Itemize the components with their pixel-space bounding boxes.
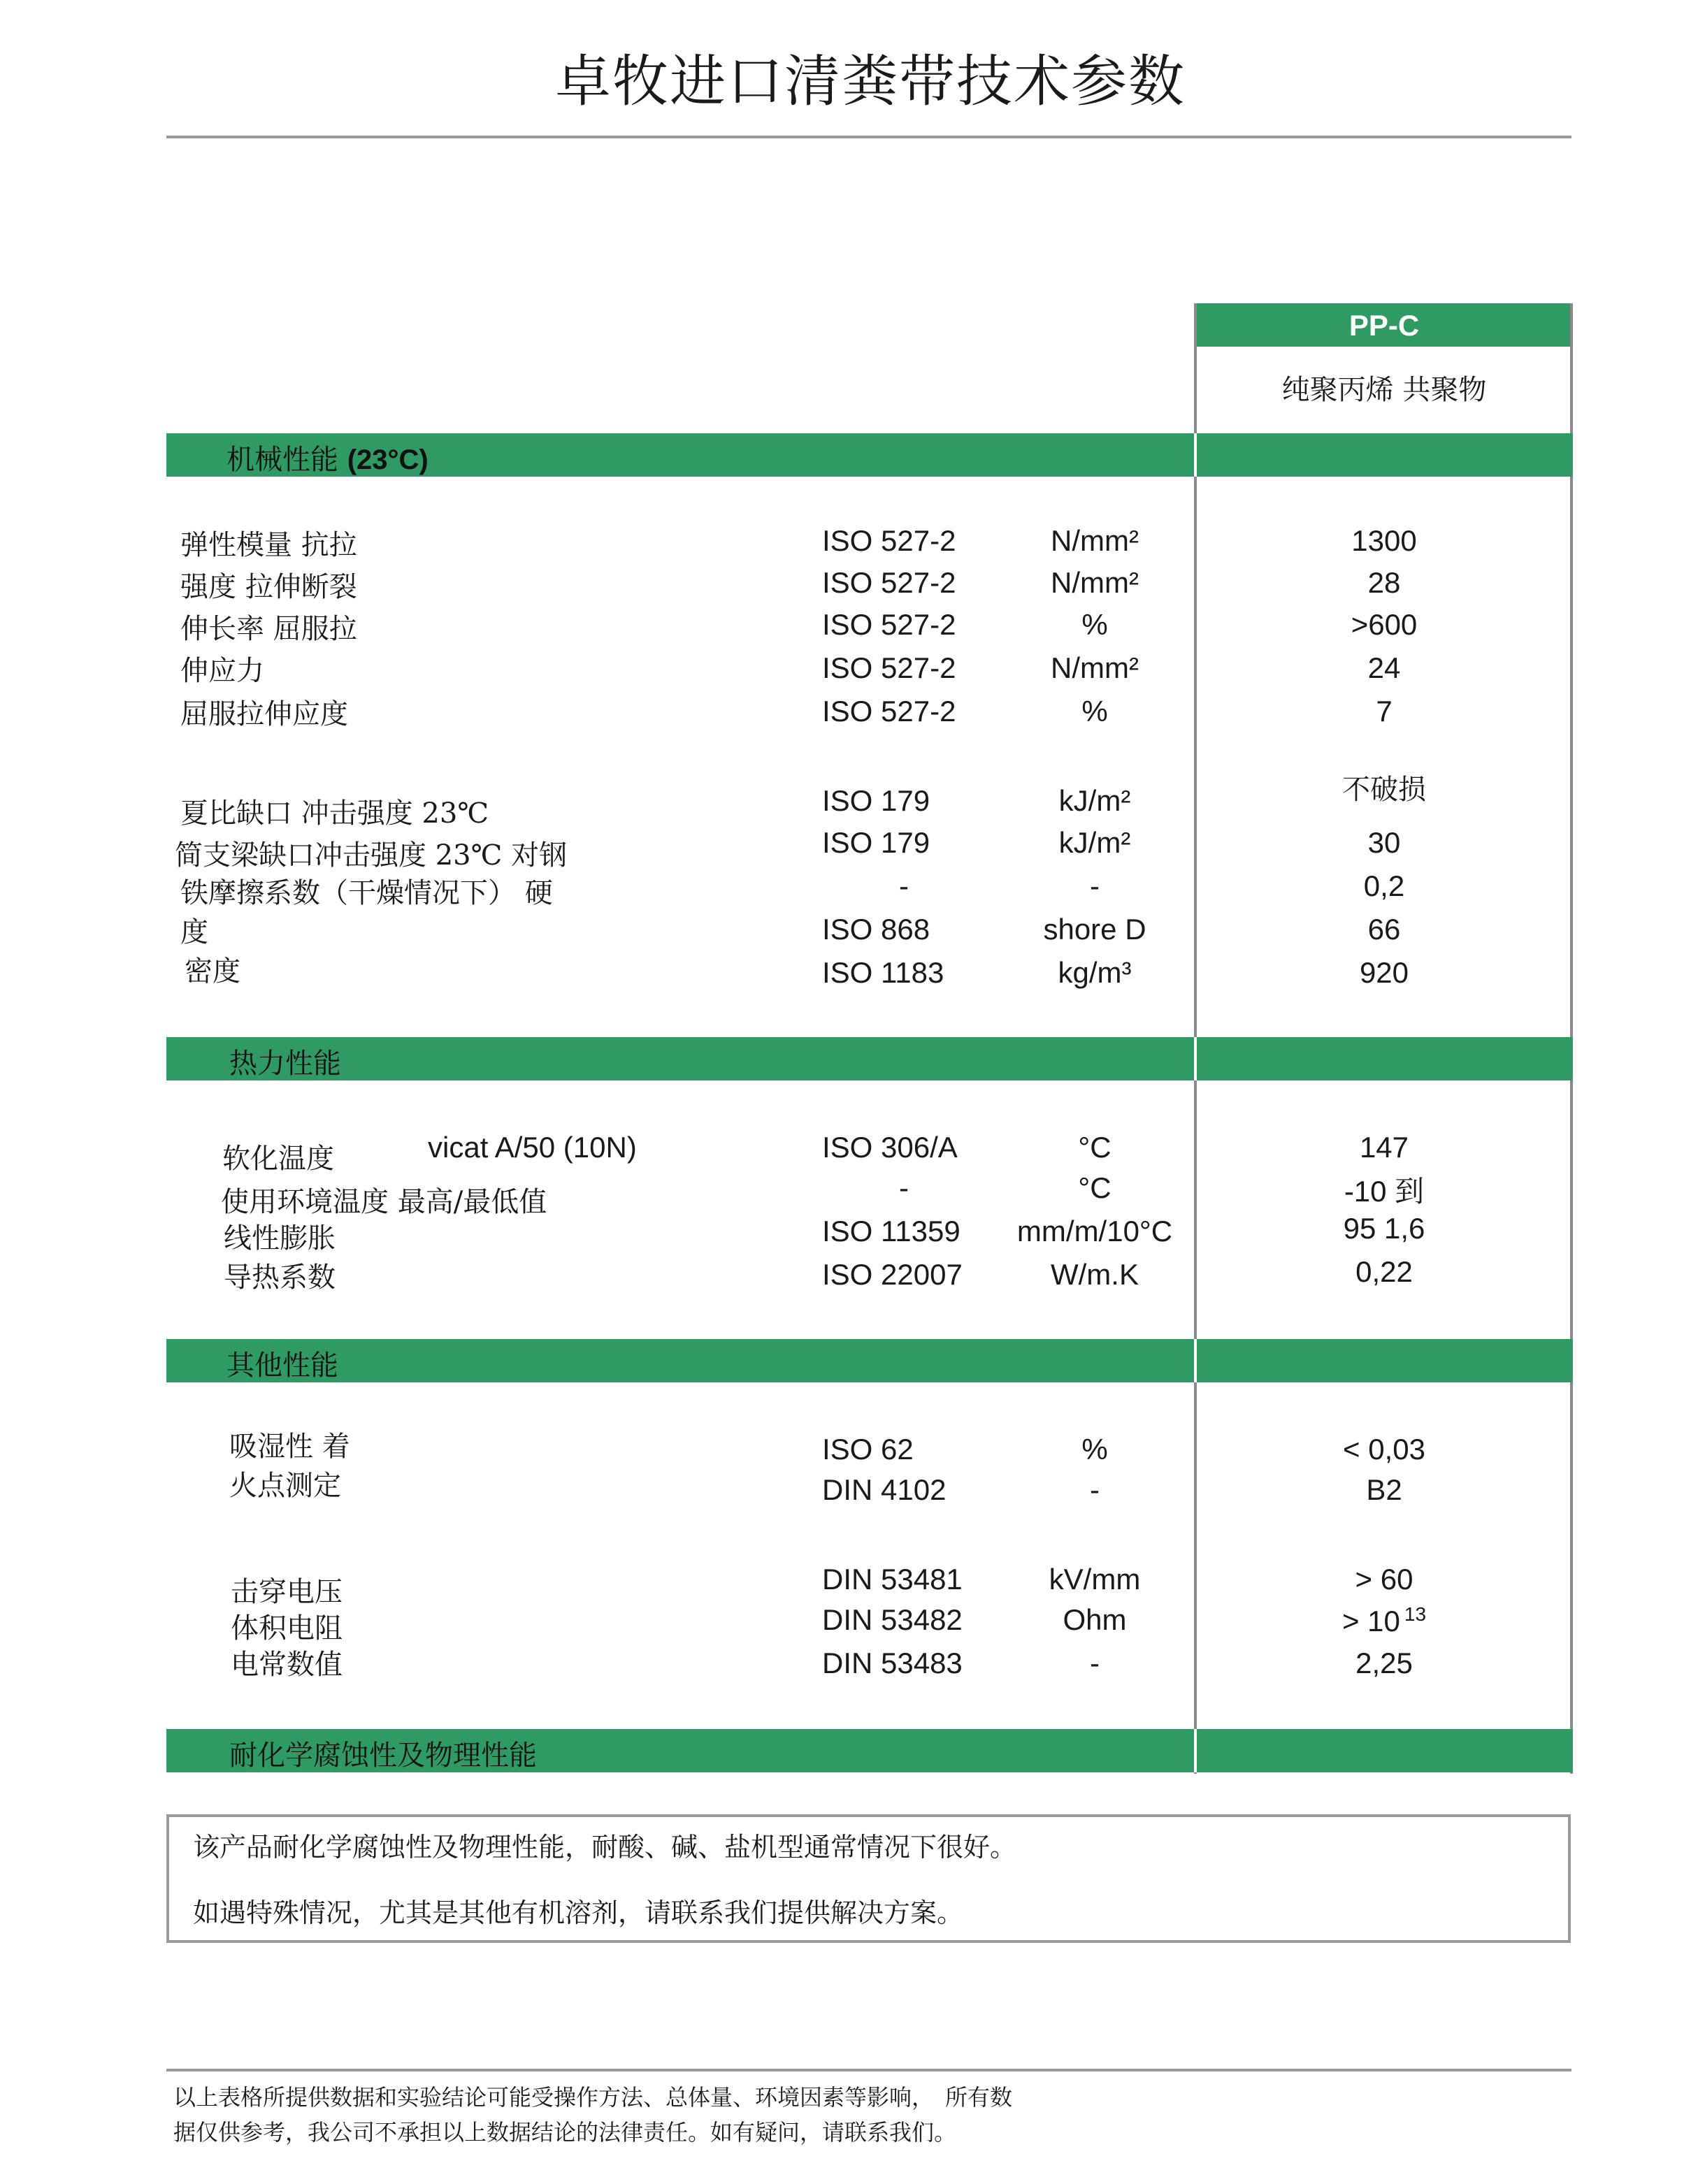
- section-heading-thermal: 热力性能: [229, 1048, 341, 1080]
- unit-cell: kJ/m²: [1058, 784, 1131, 817]
- unit-cell: kV/mm: [1049, 1563, 1141, 1596]
- standard-cell: ISO 527-2: [822, 608, 956, 641]
- standard-cell: ISO 179: [822, 826, 930, 859]
- value-cell: > 60: [1355, 1563, 1413, 1596]
- standard-cell: ISO 62: [822, 1433, 914, 1466]
- value-text: > 10: [1341, 1605, 1400, 1637]
- property-label: 铁摩擦系数（干燥情况下） 硬: [180, 877, 553, 909]
- value-cell: 28: [1367, 566, 1401, 599]
- unit-cell: %: [1081, 1433, 1108, 1466]
- unit-cell: %: [1081, 695, 1108, 728]
- property-label: 电常数值: [231, 1649, 343, 1681]
- value-cell: < 0,03: [1343, 1433, 1425, 1466]
- standard-cell: ISO 527-2: [822, 695, 956, 728]
- property-label: 体积电阻: [231, 1612, 343, 1644]
- value-cell: 30: [1367, 826, 1401, 859]
- title-divider: [166, 136, 1571, 138]
- standard-cell: ISO 1183: [822, 956, 944, 989]
- standard-cell: ISO 11359: [822, 1215, 961, 1248]
- section-bar-thermal: [166, 1037, 1573, 1080]
- standard-cell: ISO 527-2: [822, 524, 956, 557]
- standard-cell: ISO 868: [822, 913, 930, 946]
- section-heading-mechanical: [226, 437, 429, 477]
- unit-cell: -: [1090, 1473, 1100, 1506]
- standard-cell: -: [899, 869, 909, 902]
- unit-cell: shore D: [1043, 913, 1146, 946]
- value-cell: 66: [1367, 913, 1401, 946]
- bar-separator: [1194, 1339, 1197, 1382]
- value-cell: 7: [1376, 695, 1393, 728]
- unit-cell: kg/m³: [1058, 956, 1132, 989]
- standard-cell: ISO 179: [822, 784, 930, 817]
- page-title: 卓牧进口清粪带技术参数: [555, 49, 1186, 114]
- value-cell: 1300: [1351, 524, 1417, 557]
- property-label: 火点测定: [229, 1470, 341, 1502]
- property-label: 弹性模量 抗拉: [180, 529, 357, 561]
- property-label: 强度 拉伸断裂: [180, 571, 357, 603]
- unit-cell: W/m.K: [1051, 1258, 1139, 1291]
- value-cell: -10 到: [1344, 1175, 1425, 1208]
- property-label: 击穿电压: [231, 1576, 343, 1608]
- property-label: 伸长率 屈服拉: [180, 613, 357, 645]
- bar-separator: [1194, 1037, 1197, 1080]
- note-line: 如遇特殊情况，尤其是其他有机溶剂，请联系我们提供解决方案。: [193, 1897, 964, 1928]
- section-heading-suffix: (23°C): [347, 444, 429, 475]
- standard-cell: ISO 22007: [822, 1258, 963, 1291]
- unit-cell: -: [1090, 1647, 1100, 1679]
- section-heading-other: 其他性能: [226, 1350, 338, 1382]
- value-cell: >600: [1351, 608, 1418, 641]
- property-label: 线性膨胀: [224, 1222, 336, 1254]
- unit-cell: N/mm²: [1051, 524, 1139, 557]
- unit-cell: °C: [1078, 1171, 1112, 1204]
- standard-cell: DIN 4102: [822, 1473, 947, 1506]
- bar-separator: [1194, 433, 1197, 477]
- value-cell: [1244, 1603, 1524, 1638]
- property-label: 使用环境温度 最高/最低值: [221, 1186, 547, 1218]
- unit-cell: N/mm²: [1051, 566, 1139, 599]
- section-bar-other: [166, 1339, 1573, 1382]
- unit-cell: -: [1090, 869, 1100, 902]
- unit-cell: kJ/m²: [1058, 826, 1131, 859]
- value-cell: 95 1,6: [1343, 1212, 1425, 1245]
- unit-cell: mm/m/10°C: [1016, 1215, 1173, 1248]
- section-heading-text: 机械性能: [226, 444, 338, 476]
- standard-cell: ISO 306/A: [822, 1131, 958, 1164]
- footer-line: 以上表格所提供数据和实验结论可能受操作方法、总体量、环境因素等影响， 所有数: [173, 2084, 1013, 2111]
- value-cell: 不破损: [1342, 774, 1426, 806]
- standard-cell: ISO 527-2: [822, 566, 956, 599]
- property-label: 软化温度: [222, 1143, 334, 1175]
- bar-separator: [1194, 1729, 1197, 1772]
- value-cell: 0,2: [1363, 869, 1405, 902]
- value-cell: 0,22: [1355, 1255, 1413, 1288]
- property-sublabel: vicat A/50 (10N): [428, 1131, 637, 1164]
- product-code: PP-C: [1348, 309, 1420, 342]
- section-heading-chemical: 耐化学腐蚀性及物理性能: [229, 1740, 537, 1772]
- property-label: 度: [180, 916, 208, 948]
- standard-cell: -: [899, 1171, 909, 1204]
- value-cell: 24: [1367, 651, 1401, 684]
- value-cell: 147: [1359, 1131, 1409, 1164]
- property-label: 吸湿性 着: [229, 1431, 350, 1463]
- value-cell: B2: [1366, 1473, 1402, 1506]
- note-line: 该产品耐化学腐蚀性及物理性能，耐酸、碱、盐机型通常情况下很好。: [193, 1832, 1017, 1863]
- value-cell: 2,25: [1355, 1647, 1413, 1679]
- value-exponent: 13: [1404, 1603, 1427, 1625]
- unit-cell: N/mm²: [1051, 651, 1139, 684]
- property-label: 夏比缺口 冲击强度 23℃: [180, 797, 489, 830]
- standard-cell: DIN 53481: [822, 1563, 963, 1596]
- standard-cell: ISO 527-2: [822, 651, 956, 684]
- product-description: 纯聚丙烯 共聚物: [1281, 374, 1487, 406]
- property-label: 密度: [185, 955, 240, 988]
- property-label: 屈服拉伸应度: [180, 698, 348, 730]
- property-label: 伸应力: [180, 655, 264, 687]
- footer-divider: [166, 2069, 1571, 2071]
- standard-cell: DIN 53483: [822, 1647, 963, 1679]
- value-cell: 920: [1359, 956, 1409, 989]
- standard-cell: DIN 53482: [822, 1603, 963, 1636]
- unit-cell: Ohm: [1063, 1603, 1127, 1636]
- property-label: 简支梁缺口冲击强度 23℃ 对钢: [175, 839, 568, 872]
- unit-cell: %: [1081, 608, 1108, 641]
- unit-cell: °C: [1078, 1131, 1112, 1164]
- property-label: 导热系数: [224, 1261, 336, 1294]
- footer-line: 据仅供参考，我公司不承担以上数据结论的法律责任。如有疑问，请联系我们。: [173, 2119, 957, 2146]
